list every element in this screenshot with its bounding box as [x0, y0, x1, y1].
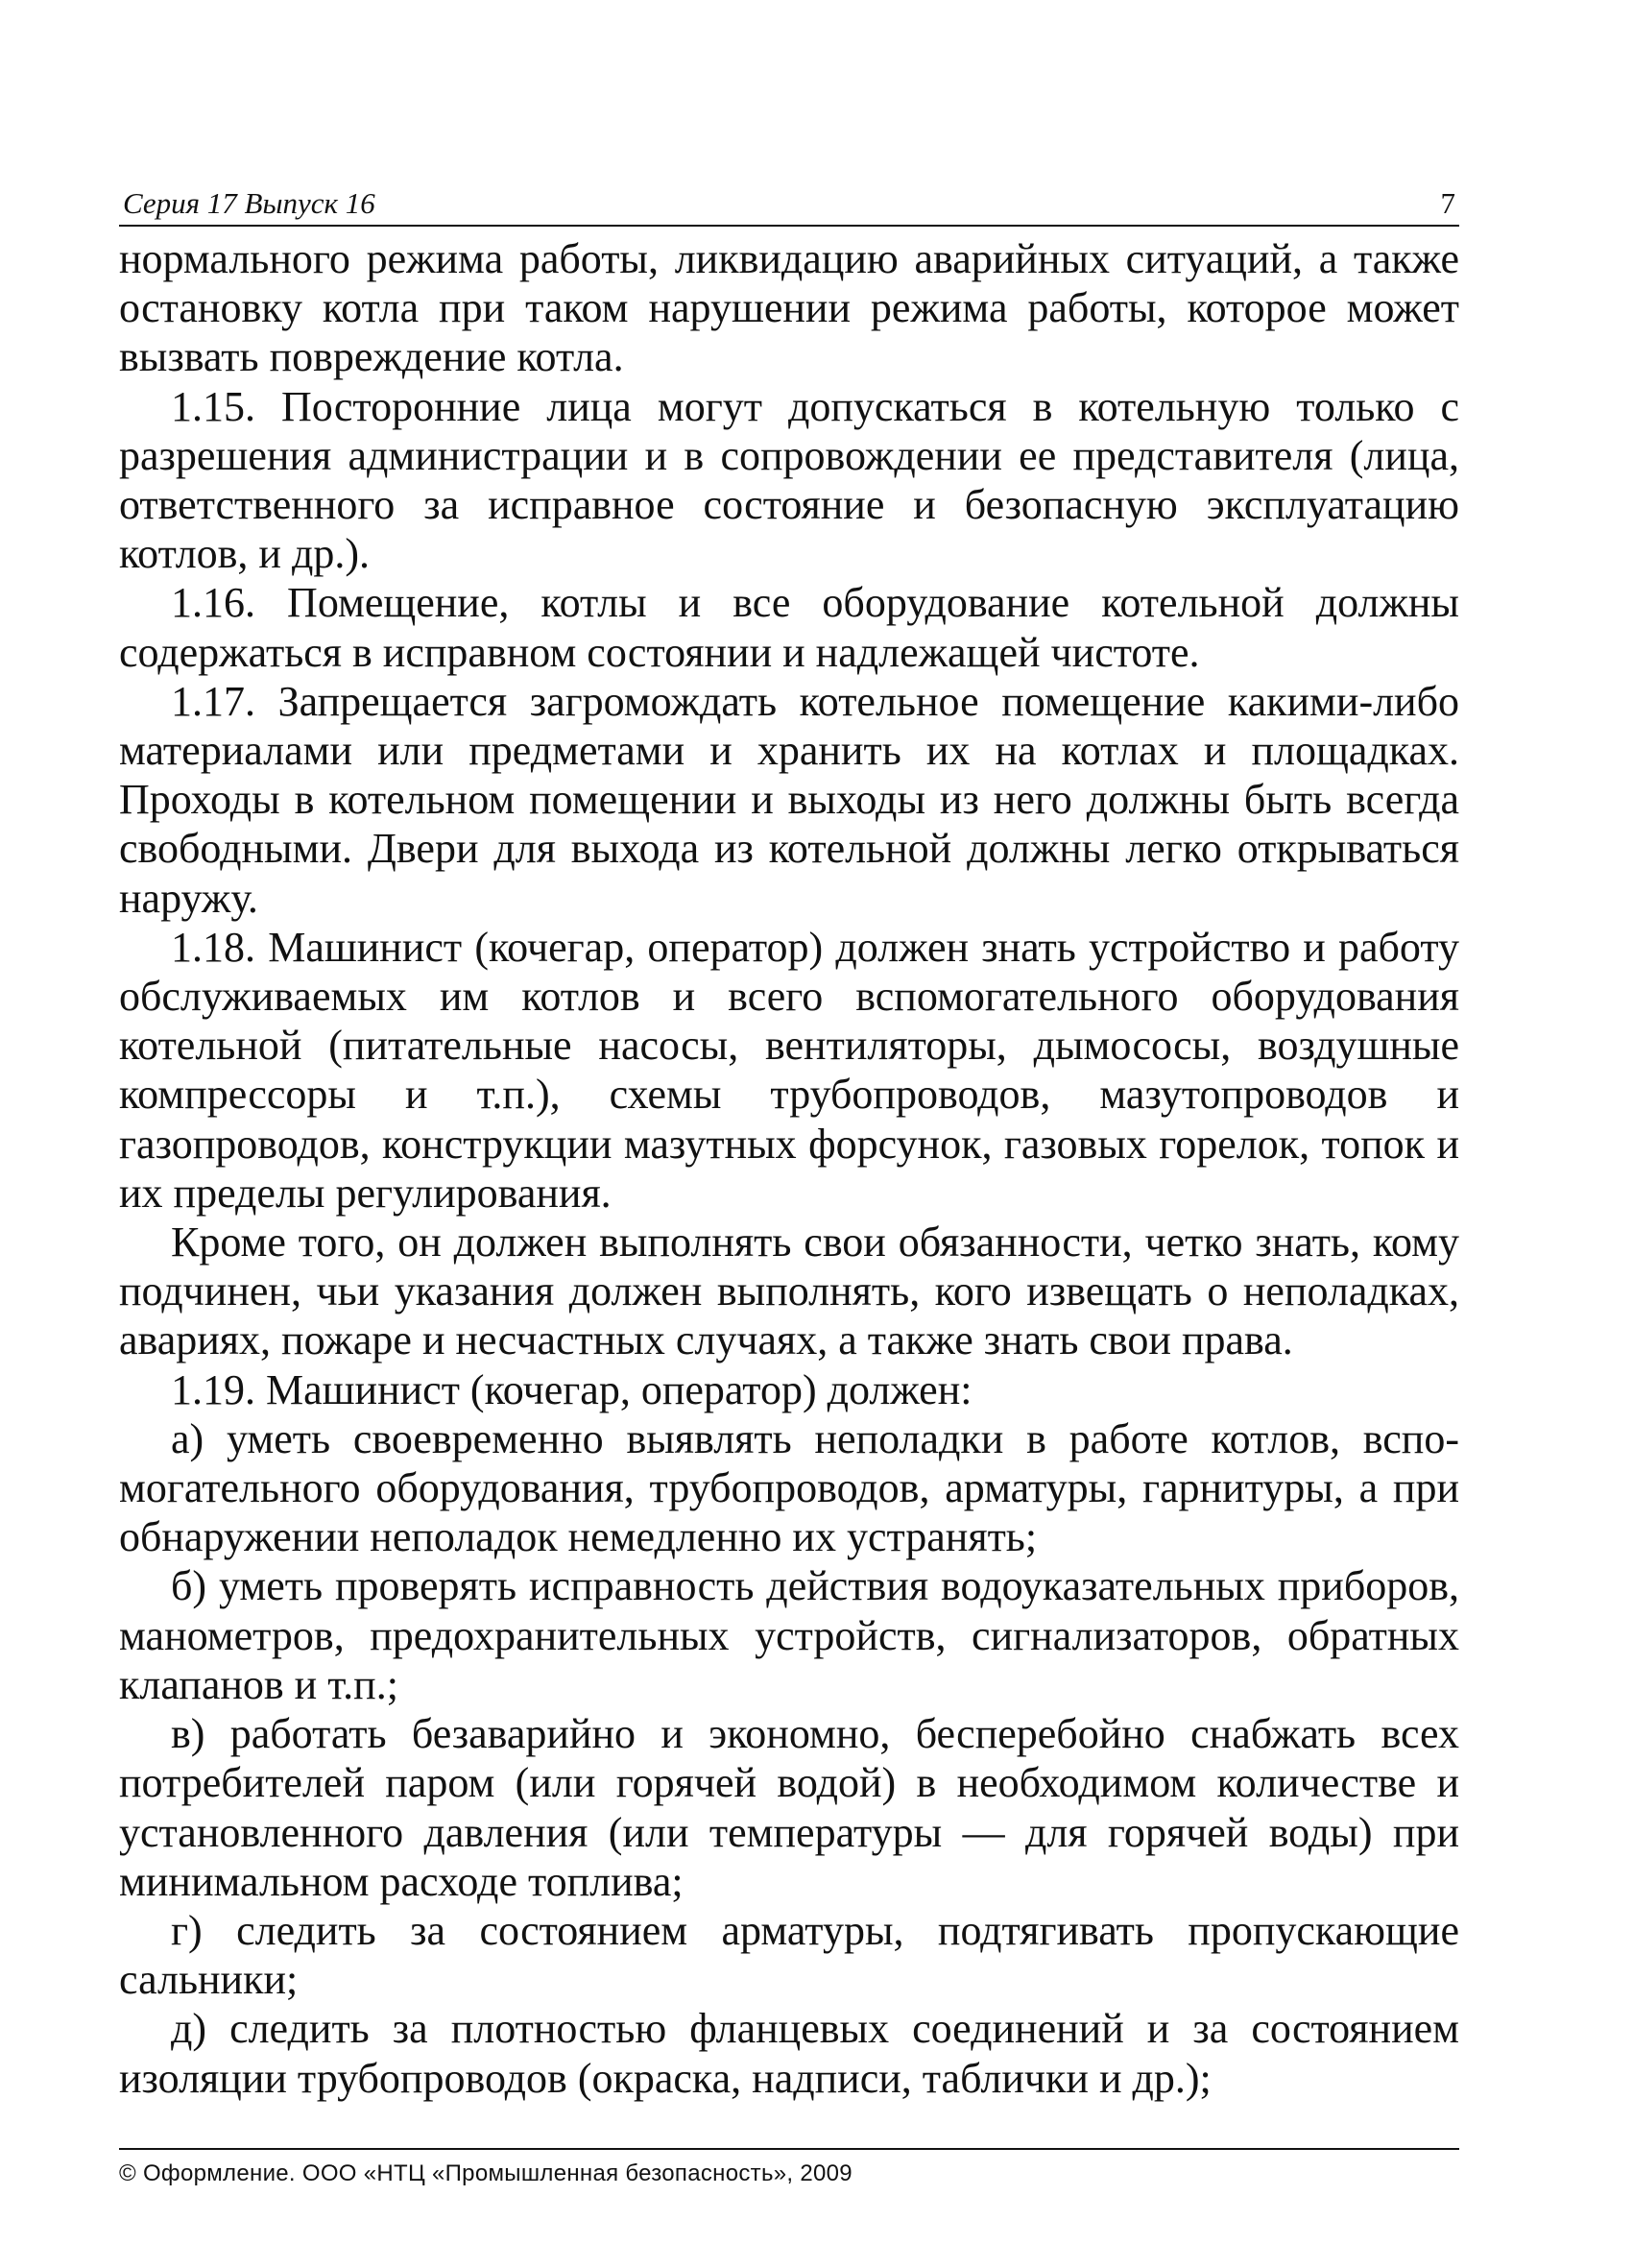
paragraph-1-19: 1.19. Машинист (кочегар, оператор) должен: — [171, 1365, 973, 1413]
paragraph-1-18: 1.18. Машинист (кочегар, оператор) должен знать устройство и работу обслуживаемых им котлов и всего вспомогательного оборудования котельной (питательные насосы, вентиляторы, дымососы, воздушные компрессоры и т.п.), схемы трубопроводов, мазутопроводов и газопроводов, конструкции мазутных форсунок, газовых горелок, топок и их пределы регулирования. — [119, 923, 1459, 1217]
paragraph-1-15: 1.15. Посторонние лица могут допускаться в котельную только с разрешения администрации и в сопровождении ее представителя (лица, ответственного за исправное состояние и безопасную эксплуатацию котлов, и др.). — [119, 382, 1459, 578]
paragraph-continuation: нормального режима работы, ликвидацию аварийных ситуаций, а также остановку котла при таком нарушении режима работы, которое может вызвать повреждение котла. — [119, 235, 1459, 381]
list-item-v: в) работать безаварийно и экономно, бесперебойно снабжать всех потребителей паром (или горячей водой) в необходимом количестве и установленного давления (или температуры — для горячей воды) при минимальном расходе топлива; — [119, 1710, 1459, 1905]
list-item-b: б) уметь проверять исправность действия водоуказательных приборов, манометров, предохранительных устройств, сигнализаторов, обратных клапанов и т.п.; — [119, 1562, 1459, 1708]
paragraph-1-17: 1.17. Запрещается загромождать котельное помещение какими-либо материалами или предметами и хранить их на котлах и площадках. Проходы в котельном помещении и выходы из него должны быть всегда свободными. Двери для выхода из котельной должны легко открываться наружу. — [119, 677, 1459, 922]
paragraph-1-16: 1.16. Помещение, котлы и все оборудование котельной должны содержаться в исправном состоянии и надлежащей чистоте. — [119, 579, 1459, 676]
list-item-a: а) уметь своевременно выявлять неполадки в работе котлов, вспомогательного оборудования, трубопроводов, арматуры, гарнитуры, а при обнаружении неполадок немедленно их устранять; — [119, 1414, 1459, 1561]
running-header — [119, 182, 1459, 227]
document-page — [119, 182, 1459, 2189]
page-number: 7 — [1440, 186, 1455, 220]
list-item-g: г) следить за состоянием арматуры, подтягивать пропускающие сальники; — [119, 1906, 1459, 2004]
copyright-footer: © Оформление. ООО «НТЦ «Промышленная безопасность», 2009 — [119, 2148, 1459, 2188]
body-text — [119, 234, 1459, 2103]
list-item-d: д) следить за плотностью фланцевых соединений и за состоянием изоляции трубопроводов (окраска, надписи, таблички и др.); — [119, 2005, 1459, 2102]
paragraph-1-18-continued: Кроме того, он должен выполнять свои обязанности, четко знать, кому подчинен, чьи указания должен выполнять, кого извещать о неполадках, авариях, пожаре и несчастных случаях, а также знать свои права. — [119, 1218, 1459, 1364]
series-title: Серия 17 Выпуск 16 — [123, 186, 375, 220]
